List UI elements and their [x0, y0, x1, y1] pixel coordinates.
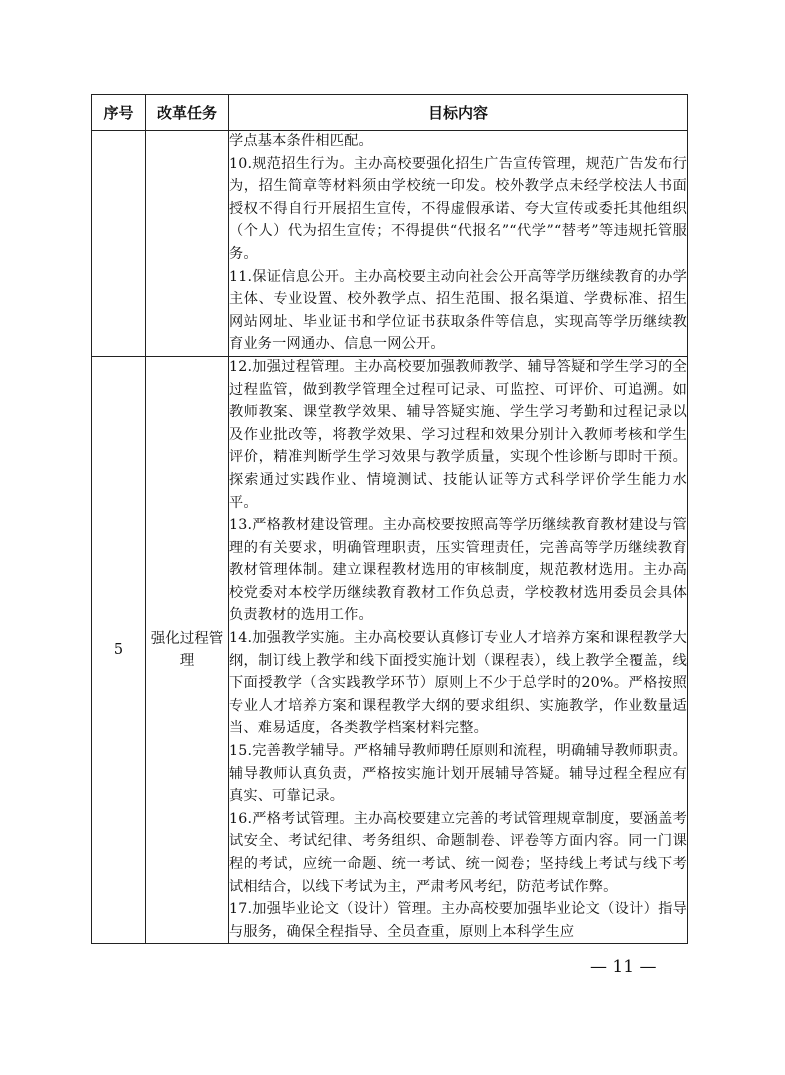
header-index: 序号 — [92, 95, 146, 131]
content-paragraph: 14.加强教学实施。主办高校要认真修订专业人才培养方案和课程教学大纲，制订线上教学和线下面授实施计划（课程表），线上教学全覆盖，线下面授教学（含实践教学环节）原则上不少于总学时的20%。严格按照专业人才培养方案和课程教学大纲的要求组织、实施教学，作业数量适当、难易适度，各类教学档案材料完整。 — [229, 630, 687, 737]
table-header-row — [92, 95, 688, 131]
row-index-cell — [92, 131, 146, 357]
content-paragraph: 12.加强过程管理。主办高校要加强教师教学、辅导答疑和学生学习的全过程监管，做到教学管理全过程可记录、可监控、可评价、可追溯。如教师教案、课堂教学效果、辅导答疑实施、学生学习考勤和过程记录以及作业批改等，将教学效果、学习过程和效果分别计入教师考核和学生评价，精准判断学生学习效果与教学质量，实现个性诊断与即时干预。探索通过实践作业、情境测试、技能认证等方式科学评价学生能力水平。 — [229, 358, 687, 511]
page-number: — 11 — — [590, 957, 657, 977]
row-content-cell — [229, 356, 688, 943]
content-paragraph: 学点基本条件相匹配。 — [229, 133, 373, 149]
table-row — [92, 131, 688, 357]
content-paragraph: 13.严格教材建设管理。主办高校要按照高等学历继续教育教材建设与管理的有关要求，明确管理职责，压实管理责任，完善高等学历继续教育教材管理体制。建立课程教材选用的审核制度，规范教材选用。主办高校党委对本校学历继续教育教材工作负总责，学校教材选用委员会具体负责教材的选用工作。 — [229, 517, 687, 624]
row-task-cell — [146, 131, 229, 357]
reform-task-table — [91, 94, 688, 944]
table-row — [92, 356, 688, 943]
content-paragraph: 16.严格考试管理。主办高校要建立完善的考试管理规章制度，要涵盖考试安全、考试纪律、考务组织、命题制卷、评卷等方面内容。同一门课程的考试，应统一命题、统一考试、统一阅卷；坚持线上考试与线下考试相结合，以线下考试为主，严肃考风考纪，防范考试作弊。 — [229, 810, 687, 895]
content-paragraph: 11.保证信息公开。主办高校要主动向社会公开高等学历继续教育的办学主体、专业设置、校外教学点、招生范围、报名渠道、学费标准、招生网站网址、毕业证书和学位证书获取条件等信息，实现高等学历继续教育业务一网通办、信息一网公开。 — [229, 268, 687, 353]
row-content-cell — [229, 131, 688, 357]
content-paragraph: 17.加强毕业论文（设计）管理。主办高校要加强毕业论文（设计）指导与服务，确保全程指导、全员查重，原则上本科学生应 — [229, 901, 687, 940]
content-paragraph: 15.完善教学辅导。严格辅导教师聘任原则和流程，明确辅导教师职责。辅导教师认真负责，严格按实施计划开展辅导答疑。辅导过程全程应有真实、可靠记录。 — [229, 743, 687, 805]
content-paragraph: 10.规范招生行为。主办高校要强化招生广告宣传管理，规范广告发布行为，招生简章等材料须由学校统一印发。校外教学点未经学校法人书面授权不得自行开展招生宣传，不得虚假承诺、夸大宣传或委托其他组织（个人）代为招生宣传；不得提供“代报名”“代学”“替考”等违规托管服务。 — [229, 155, 687, 262]
header-task: 改革任务 — [146, 95, 229, 131]
header-content: 目标内容 — [229, 95, 688, 131]
row-index-cell: 5 — [92, 356, 146, 943]
row-task-cell: 强化过程管理 — [146, 356, 229, 943]
